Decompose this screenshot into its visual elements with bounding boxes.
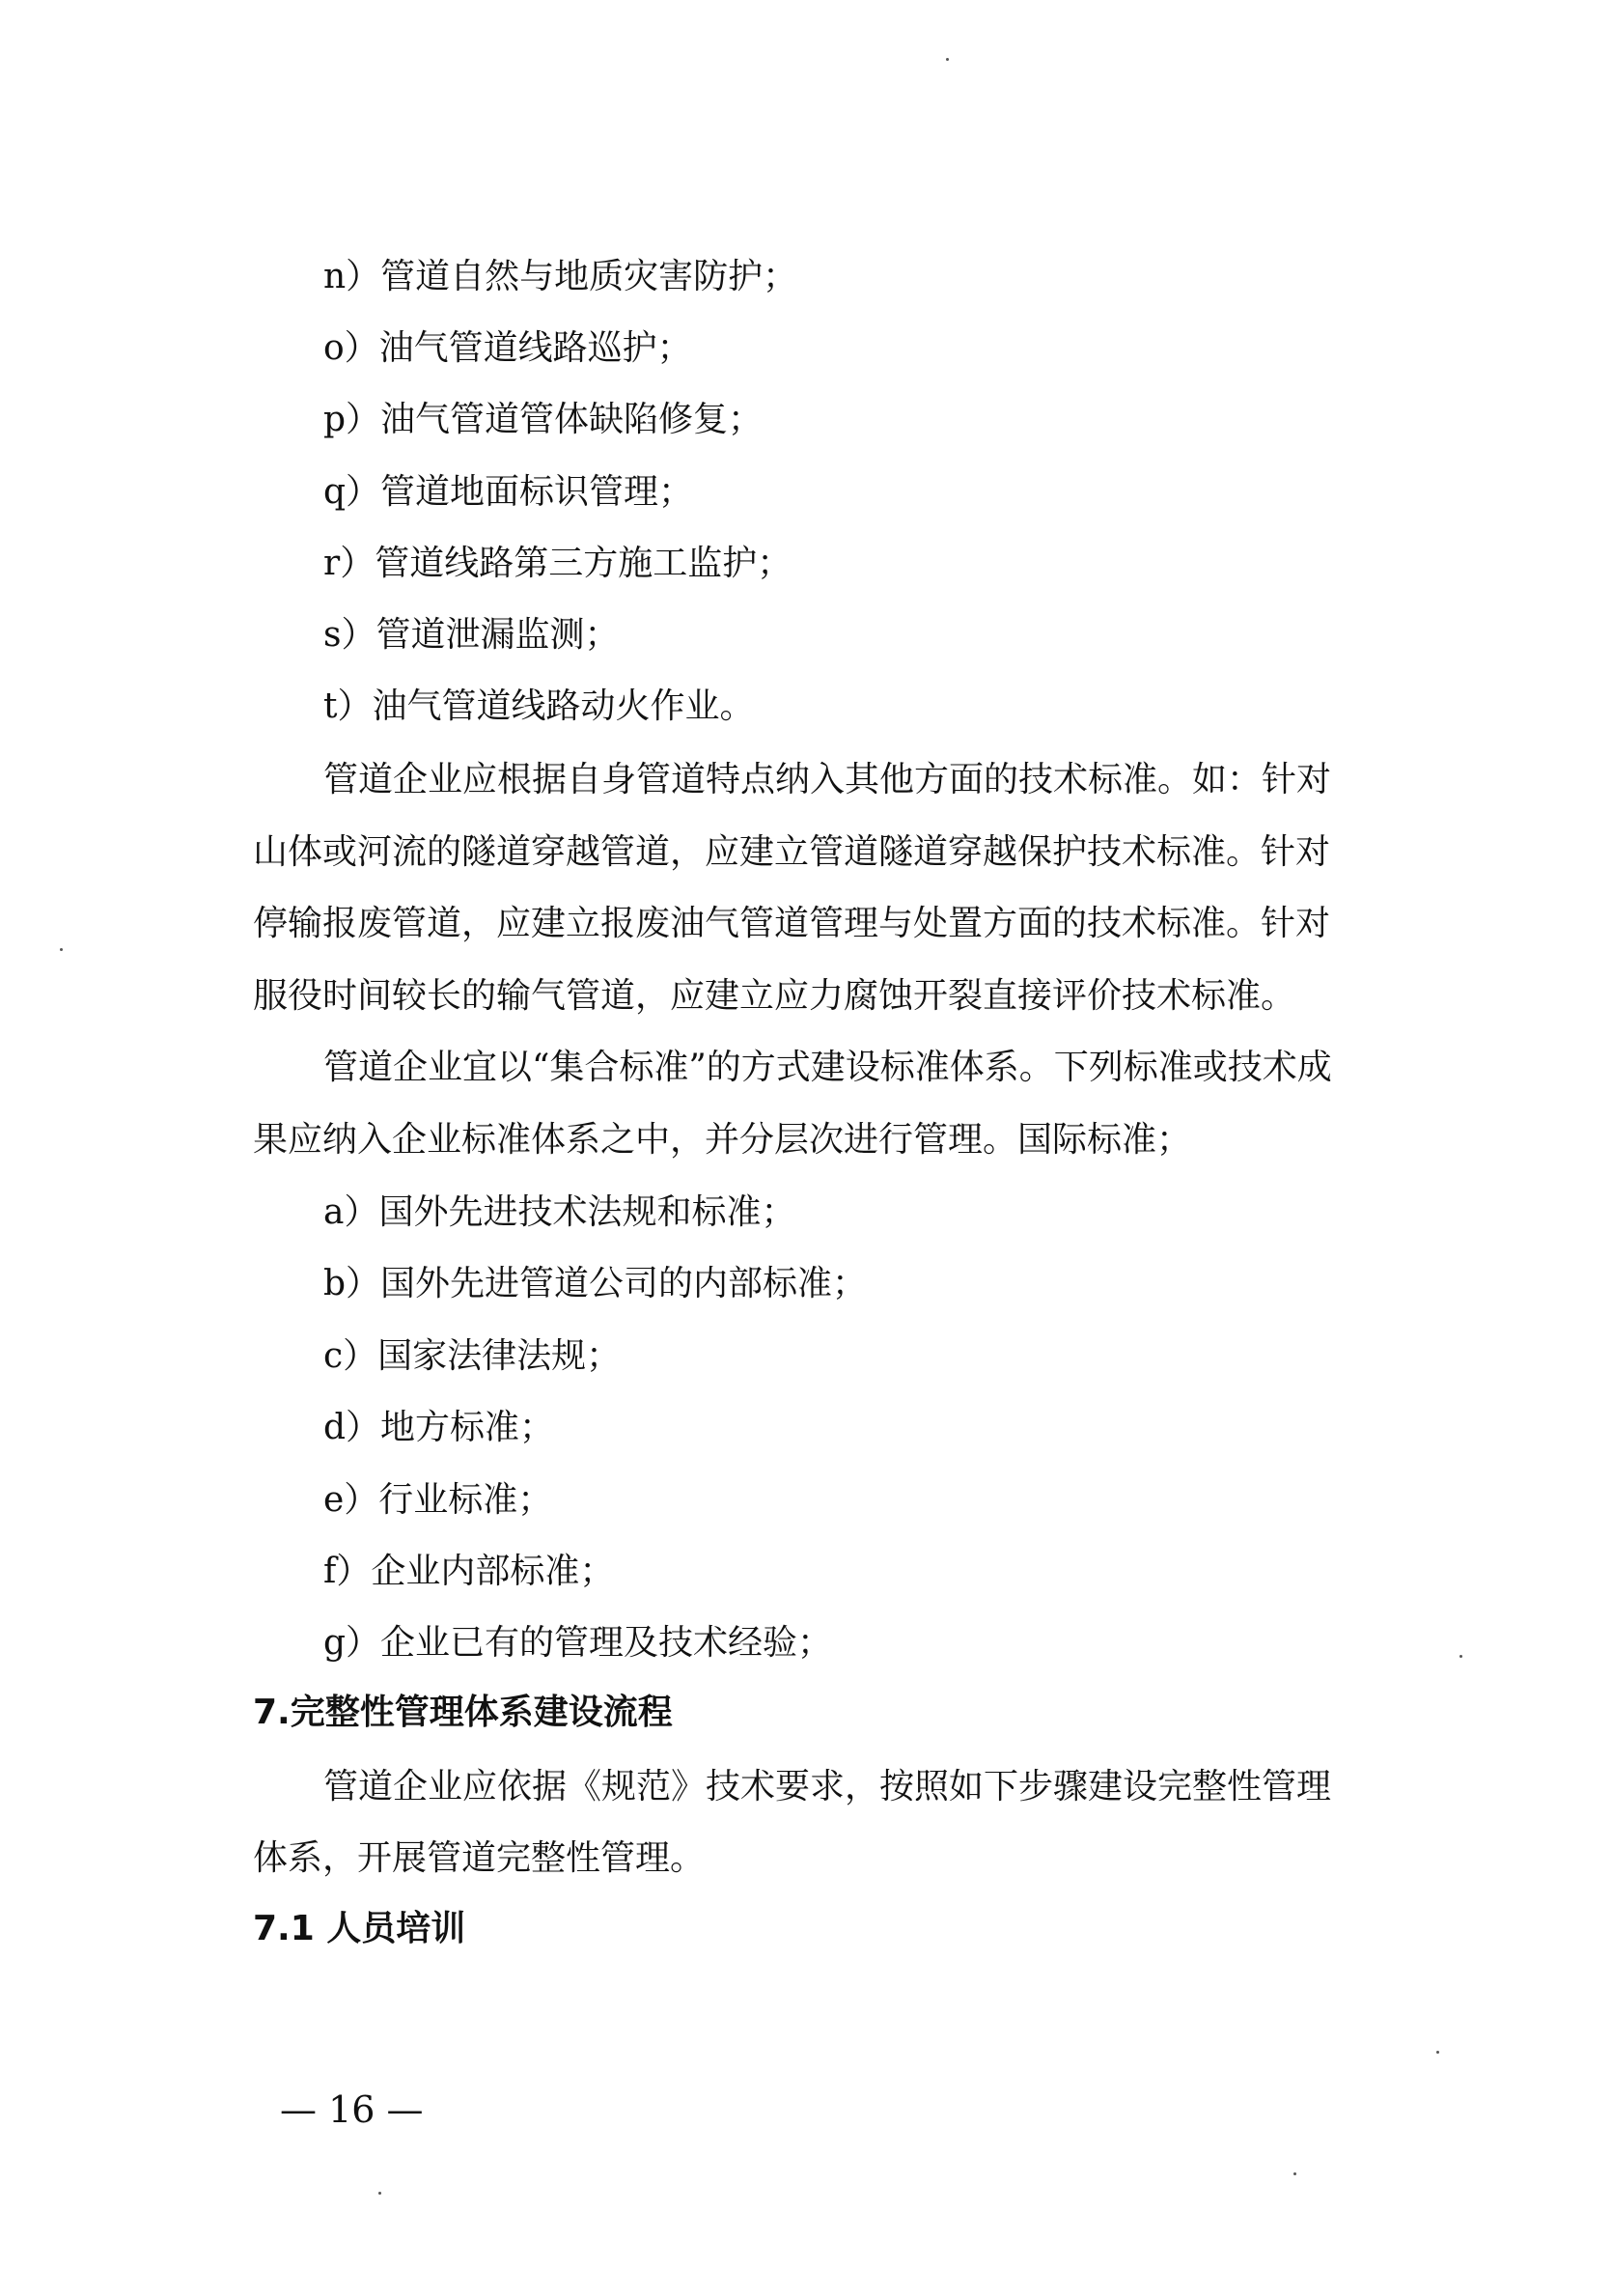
page-number: — 16 — bbox=[280, 2088, 424, 2131]
paragraph-line: 山体或河流的隧道穿越管道，应建立管道隧道穿越保护技术标准。针对 bbox=[253, 832, 1331, 872]
list-item: r）管道线路第三方施工监护； bbox=[323, 544, 792, 583]
scan-speck bbox=[1293, 2172, 1296, 2175]
list-item: e）行业标准； bbox=[323, 1480, 553, 1520]
list-item: b）国外先进管道公司的内部标准； bbox=[323, 1264, 868, 1303]
paragraph-line: 服役时间较长的输气管道，应建立应力腐蚀开裂直接评价技术标准。 bbox=[253, 976, 1296, 1016]
scan-speck bbox=[946, 58, 949, 61]
paragraph-line: 管道企业宜以“集合标准”的方式建设标准体系。下列标准或技术成 bbox=[323, 1048, 1332, 1087]
paragraph-line: 果应纳入企业标准体系之中，并分层次进行管理。国际标准； bbox=[253, 1120, 1192, 1160]
subsection-heading: 7.1 人员培训 bbox=[253, 1909, 466, 1948]
list-item: p）油气管道管体缺陷修复； bbox=[323, 400, 764, 439]
list-item: g）企业已有的管理及技术经验； bbox=[323, 1623, 833, 1663]
scan-speck bbox=[378, 2192, 381, 2195]
scan-speck bbox=[1459, 1655, 1462, 1658]
list-item: n）管道自然与地质灾害防护； bbox=[323, 257, 798, 296]
paragraph-line: 管道企业应根据自身管道特点纳入其他方面的技术标准。如：针对 bbox=[323, 760, 1332, 799]
paragraph-line: 管道企业应依据《规范》技术要求，按照如下步骤建设完整性管理 bbox=[323, 1767, 1332, 1806]
list-item: q）管道地面标识管理； bbox=[323, 472, 694, 512]
list-item: o）油气管道线路巡护； bbox=[323, 328, 692, 368]
list-item: d）地方标准； bbox=[323, 1408, 555, 1447]
list-item: s）管道泄漏监测； bbox=[323, 615, 620, 655]
paragraph-line: 停输报废管道，应建立报废油气管道管理与处置方面的技术标准。针对 bbox=[253, 904, 1331, 943]
list-item: t）油气管道线路动火作业。 bbox=[323, 686, 755, 726]
paragraph-line: 体系，开展管道完整性管理。 bbox=[253, 1838, 706, 1878]
section-heading: 7.完整性管理体系建设流程 bbox=[253, 1693, 673, 1732]
list-item: a）国外先进技术法规和标准； bbox=[323, 1192, 796, 1232]
scan-speck bbox=[1436, 2051, 1439, 2054]
list-item: c）国家法律法规； bbox=[323, 1336, 622, 1376]
list-item: f）企业内部标准； bbox=[323, 1552, 615, 1591]
scan-speck bbox=[60, 948, 63, 951]
